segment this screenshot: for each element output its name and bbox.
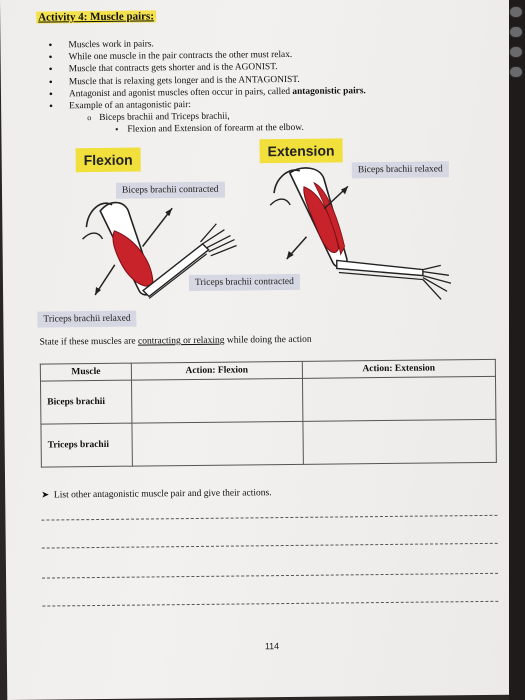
extension-heading: Extension [259, 138, 342, 163]
instruction-underlined: contracting or relaxing [137, 335, 225, 347]
bullet-item: • Muscles work in pairs. [48, 36, 365, 52]
table-header: Action: Flexion [131, 361, 302, 380]
bullet-bold-term: antagonistic pairs. [292, 85, 366, 97]
table-header: Muscle [40, 363, 131, 381]
sub-bullet-item: o Biceps brachii and Triceps brachii, [49, 109, 366, 125]
answer-cell[interactable] [302, 376, 496, 421]
bullet-item: • While one muscle in the pair contracts the other must relax. [49, 48, 366, 64]
binding-ring [509, 6, 523, 18]
bullet-item: • Example of an antagonistic pair: [49, 97, 366, 113]
binding-ring [509, 26, 523, 38]
table-row [40, 376, 495, 424]
answer-cell[interactable] [303, 419, 497, 464]
label-triceps-contracted: Triceps brachii contracted [189, 274, 300, 291]
table-row [41, 419, 496, 467]
response-table [40, 359, 497, 468]
list-question: ➤ List other antagonistic muscle pair and give their actions. [41, 488, 272, 501]
label-biceps-contracted: Biceps brachii contracted [116, 182, 225, 199]
bullet-item: • Muscle that is relaxing gets longer and is the ANTAGONIST. [49, 73, 366, 89]
activity-title: Activity 4: Muscle pairs: [38, 10, 155, 24]
sub-sub-bullet-item: ▪ Flexion and Extension of forearm at the elbow. [49, 121, 366, 137]
table-header: Action: Extension [302, 359, 496, 378]
arrow-bullet-icon: ➤ [41, 490, 50, 501]
instruction-text: State if these muscles are contracting or relaxing while doing the action [39, 334, 312, 348]
label-triceps-relaxed: Triceps brachii relaxed [37, 311, 136, 328]
binding-ring [509, 46, 523, 58]
flexion-heading: Flexion [76, 148, 141, 173]
answer-line[interactable] [42, 543, 498, 549]
answer-cell[interactable] [131, 378, 302, 423]
table-row-label: Triceps brachii [41, 423, 132, 467]
bullet-text: Antagonist and agonist muscles often occur in pairs, called [68, 86, 291, 100]
answer-line[interactable] [41, 515, 497, 521]
answer-cell[interactable] [132, 421, 303, 466]
answer-line[interactable] [42, 601, 498, 607]
binding-ring [509, 66, 523, 78]
answer-line[interactable] [42, 573, 498, 579]
bullet-item: • Muscle that contracts gets shorter and is the AGONIST. [49, 61, 366, 77]
table-row-label: Biceps brachii [40, 380, 131, 424]
label-biceps-relaxed: Biceps brachii relaxed [352, 161, 449, 178]
spiral-binding [509, 0, 525, 700]
page-number: 114 [264, 641, 280, 652]
